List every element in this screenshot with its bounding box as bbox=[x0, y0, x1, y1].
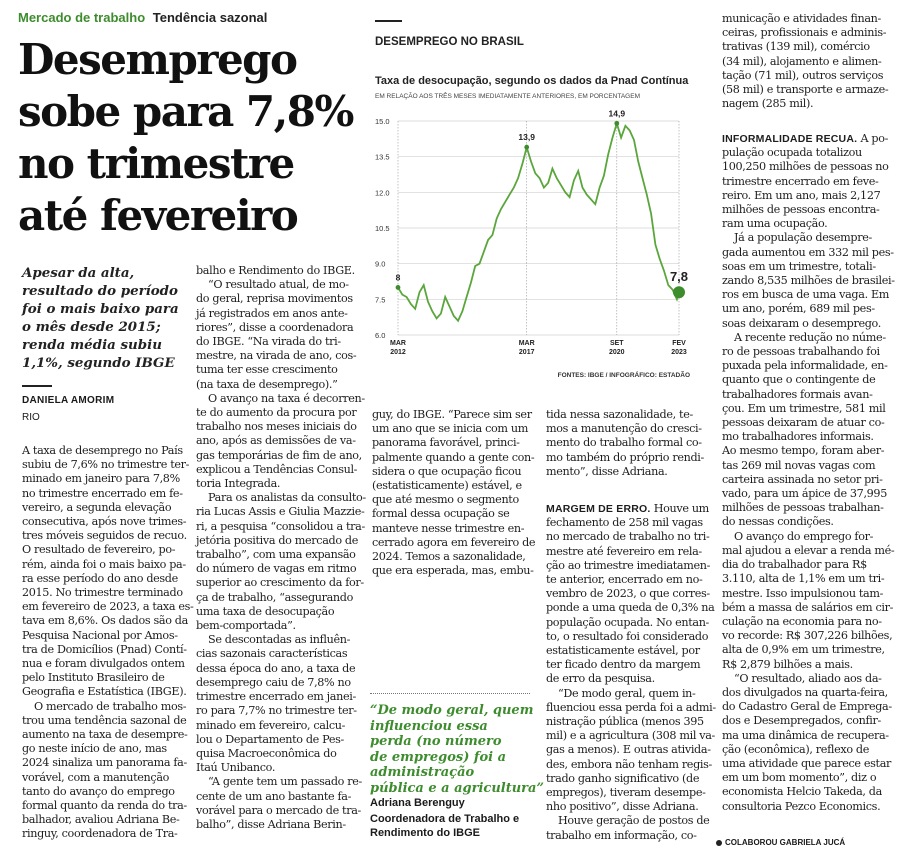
article-line: em um bom momento”, diz o bbox=[722, 771, 877, 785]
headline-line: no trimestre bbox=[18, 139, 294, 188]
article-column-1 bbox=[22, 444, 194, 842]
article-line: no mercado de trabalho no tri- bbox=[546, 530, 710, 544]
article-line: çou. Em um trimestre, 581 mil bbox=[722, 401, 886, 415]
article-line: que era esperada, mas, embu- bbox=[372, 564, 534, 578]
article-line: ponde a uma queda de 0,3% na bbox=[546, 601, 715, 615]
article-line: gas temporárias de fim de ano, bbox=[196, 448, 362, 462]
article-line: dia do trabalhador para R$ bbox=[722, 558, 867, 572]
article-line: jetória positiva do mercado de bbox=[196, 533, 359, 547]
article-line: dos divulgados na quarta-feira, bbox=[722, 685, 888, 699]
data-point-marker bbox=[614, 121, 619, 126]
article-line: formal dessa ocupação se bbox=[372, 507, 510, 521]
article-line: em fevereiro de 2023, a taxa es- bbox=[22, 600, 194, 614]
article-line: cente de um ano bastante fa- bbox=[196, 789, 352, 803]
x-tick-label: 2017 bbox=[518, 349, 535, 356]
x-tick-label: 2023 bbox=[671, 349, 687, 356]
article-line: dessa época do ano, a taxa de bbox=[196, 661, 356, 675]
data-label: 8 bbox=[395, 272, 401, 283]
x-tick-label: 2012 bbox=[390, 349, 406, 356]
article-line: economista Helcio Takeda, da bbox=[722, 785, 882, 799]
article-line: Ao mesmo tempo, foram aber- bbox=[722, 444, 885, 458]
article-line: A taxa de desemprego no País bbox=[22, 444, 183, 457]
article-line: mo também do próprio rendi- bbox=[546, 450, 704, 464]
article-line: nua e foram divulgados ontem bbox=[22, 657, 185, 671]
article-line: do nessas condições. bbox=[722, 515, 834, 529]
data-point-marker bbox=[524, 145, 529, 150]
article-line: lou o Departamento de Pes- bbox=[196, 732, 344, 746]
subhead-lead: MARGEM DE ERRO. bbox=[546, 503, 651, 515]
chart-source: FONTES: IBGE / INFOGRÁFICO: ESTADÃO bbox=[557, 372, 690, 379]
article-line: te do aumento da procura por bbox=[196, 406, 357, 420]
dek-line: foi o mais baixo para bbox=[22, 301, 179, 317]
article-line: bem-comportada”. bbox=[196, 619, 296, 633]
article-line: sidera o que ocupação ficou bbox=[372, 464, 522, 478]
article-line: cias sazonais características bbox=[196, 647, 348, 661]
article-line: pelo Instituto Brasileiro de bbox=[22, 671, 165, 685]
article-line: nagem (285 mil). bbox=[722, 97, 814, 111]
article-line: zando 8,535 milhões de brasilei- bbox=[722, 274, 895, 288]
article-line: trativas (139 mil), comércio bbox=[722, 40, 870, 54]
article-line: nistração pública (menos 395 bbox=[546, 715, 704, 729]
article-line: ram uma ocupação. bbox=[722, 217, 828, 231]
article-line: explicou a Tendências Consul- bbox=[196, 462, 358, 476]
x-tick-label: SET bbox=[609, 340, 624, 347]
article-column-5-section bbox=[722, 132, 895, 814]
data-label: 7,8 bbox=[669, 269, 689, 285]
article-line: já registrados em anos ante- bbox=[196, 306, 348, 320]
article-line: “A gente tem um passado re- bbox=[208, 775, 362, 789]
pullquote-line: influenciou essa bbox=[370, 718, 488, 734]
pullquote-line: perda (no número bbox=[370, 734, 502, 749]
article-line: mal ajudou a elevar a renda mé- bbox=[722, 543, 895, 557]
article-line bbox=[546, 502, 714, 516]
article-line: consultoria Pezco Economics. bbox=[722, 799, 881, 813]
article-line: minado em janeiro para 7,8% bbox=[22, 472, 180, 486]
article-line: 2015. No trimestre terminado bbox=[22, 586, 183, 600]
x-tick-label: MAR bbox=[390, 340, 406, 347]
article-line: culação na economia para no- bbox=[722, 614, 882, 628]
article-line: balhador, avaliou Adriana Be- bbox=[22, 813, 180, 827]
article-line: uma atividade que parece estar bbox=[722, 756, 892, 770]
article-line: Pesquisa Nacional por Amos- bbox=[22, 628, 178, 642]
article-text: Houve um bbox=[650, 502, 709, 515]
chart-annotations bbox=[396, 108, 688, 298]
article-line: puxada pela informalidade, en- bbox=[722, 359, 888, 373]
article-line: (na taxa de desemprego).” bbox=[196, 377, 338, 391]
article-line: balho”, disse Adriana Berin- bbox=[196, 817, 346, 831]
article-line: tra de Domicílios (Pnad) Contí- bbox=[22, 642, 187, 656]
article-line: mil) e a agricultura (308 mil va- bbox=[546, 729, 715, 743]
article-line: ça de trabalho, “assegurando bbox=[196, 590, 353, 604]
article-line: go neste início de ano, mas bbox=[22, 742, 167, 756]
article-line: Se descontadas as influên- bbox=[208, 633, 351, 647]
article-column-2 bbox=[196, 264, 364, 832]
article-line: mo trabalhadores informais. bbox=[722, 430, 874, 444]
x-tick-label: FEV bbox=[672, 340, 686, 347]
headline bbox=[18, 34, 353, 242]
article-line: Já a população desempre- bbox=[734, 231, 872, 245]
article-line: aumento na taxa de desempre- bbox=[22, 728, 188, 742]
article-line: milhões de pessoas encontra- bbox=[722, 203, 880, 217]
headline-line: sobe para 7,8% bbox=[18, 87, 353, 136]
article-line: pulação ocupada totalizou bbox=[722, 146, 862, 160]
article-line: população ocupada. No entan- bbox=[546, 615, 709, 629]
article-line: superior ao crescimento da for- bbox=[196, 576, 364, 590]
pullquote-line: de empregos) foi a bbox=[370, 749, 507, 765]
y-tick-label: 7.5 bbox=[375, 295, 386, 305]
y-tick-label: 12.0 bbox=[375, 188, 390, 198]
article-line: mestre. Isso impulsionou tam- bbox=[722, 586, 884, 600]
chart-y-axis bbox=[375, 117, 390, 340]
pullquote-role: Coordenadora de Trabalho e Rendimento do IBGE bbox=[370, 813, 520, 839]
article-line: Houve geração de postos de bbox=[558, 814, 710, 828]
article-line: quanto que o contingente de bbox=[722, 373, 876, 387]
article-line: (estatisticamente) estável, e bbox=[372, 479, 522, 493]
chart-x-axis bbox=[390, 340, 687, 356]
article-line: manteve nesse trimestre en- bbox=[372, 521, 525, 535]
article-line: toria Integrada. bbox=[196, 477, 281, 491]
section-kicker bbox=[18, 10, 267, 25]
dek-line: 1,1%, segundo IBGE bbox=[22, 355, 175, 371]
article-line: trabalho nos meses iniciais do bbox=[196, 420, 357, 434]
article-line: gas a menos). E outras ativida- bbox=[546, 743, 711, 757]
article-line: A recente redução no núme- bbox=[734, 330, 886, 344]
pullquote-line: administração bbox=[370, 765, 475, 780]
dek-line: Apesar da alta, bbox=[22, 265, 135, 281]
article-line: vereiro, a segunda elevação bbox=[22, 500, 172, 514]
article-line: trou uma tendência sazonal de bbox=[22, 713, 187, 727]
article-line: R$ 2,879 bilhões a mais. bbox=[722, 657, 853, 671]
article-column-4-section bbox=[546, 502, 714, 843]
article-line: que até mesmo o segmento bbox=[372, 493, 519, 507]
article-column-3 bbox=[372, 408, 540, 578]
article-line: mento do trabalho formal co- bbox=[546, 436, 702, 450]
article-line: O resultado de fevereiro, po- bbox=[22, 543, 176, 557]
x-tick-label: MAR bbox=[518, 340, 535, 347]
article-line: mestre até fevereiro em rela- bbox=[546, 544, 702, 558]
article-line: ma uma dinâmica de recupera- bbox=[722, 728, 889, 742]
article-line: subiu de 7,6% no trimestre ter- bbox=[22, 458, 190, 472]
article-line: 100,250 milhões de pessoas no bbox=[722, 160, 889, 174]
contributor-credit bbox=[716, 838, 845, 847]
data-point-marker bbox=[673, 286, 685, 298]
byline-author: DANIELA AMORIM bbox=[22, 395, 115, 406]
article-line: vorável, com a manutenção bbox=[22, 770, 170, 784]
article-line bbox=[722, 132, 889, 146]
article-text: A po- bbox=[857, 132, 889, 145]
article-line: bém a massa de salários em cir- bbox=[722, 600, 894, 614]
article-line: O mercado de trabalho mos- bbox=[34, 699, 187, 713]
article-line: desemprego caiu de 7,8% no bbox=[196, 675, 351, 689]
article-line: riores”, disse a coordenadora bbox=[196, 320, 354, 334]
article-line: tas 269 mil novas vagas com bbox=[722, 458, 876, 472]
article-line: ção (econômica), reflexo de bbox=[722, 742, 869, 756]
article-line: carteira assinada no setor pri- bbox=[722, 472, 883, 486]
article-line: formal quanto da renda do tra- bbox=[22, 799, 187, 813]
article-line: nho positivo”, disse Adriana. bbox=[546, 800, 699, 814]
article-line: tuma ter esse crescimento bbox=[196, 363, 338, 377]
article-line: vembro de 2023, o que corres- bbox=[546, 587, 710, 601]
article-line: Para os analistas da consulto- bbox=[208, 491, 366, 505]
article-line: empregos), tiveram desempe- bbox=[546, 786, 706, 800]
article-line: trado ganho significativo (de bbox=[546, 771, 700, 785]
article-line: guy, do IBGE. “Parece sim ser bbox=[372, 408, 532, 421]
article-line: palmente quando a gente con- bbox=[372, 450, 535, 464]
article-line: reiro. Em um ano, mais 2,127 bbox=[722, 188, 881, 202]
article-line: ro para 7,7% no trimestre ter- bbox=[196, 704, 357, 718]
article-line: (34 mil), alojamento e alimen- bbox=[722, 54, 882, 68]
article-line: (58 mil) e transporte e armaze- bbox=[722, 83, 889, 97]
byline-city: RIO bbox=[22, 412, 40, 423]
data-label: 14,9 bbox=[608, 108, 626, 119]
article-line: trimestre encerrado em feve- bbox=[722, 174, 879, 188]
article-line: trabalhadores formais avan- bbox=[722, 387, 873, 401]
article-line: rém, ainda foi o mais baixo pa- bbox=[22, 557, 186, 571]
article-line: um ano que se inicia com um bbox=[372, 422, 528, 436]
y-tick-label: 15.0 bbox=[375, 117, 390, 126]
dek-line: renda média subiu bbox=[22, 337, 162, 353]
article-line: ringuy, coordenadora de Tra- bbox=[22, 827, 178, 841]
article-line: trabalho em informação, co- bbox=[546, 828, 697, 842]
article-line: um ano, porém, 689 mil pes- bbox=[722, 302, 875, 316]
article-line: ros em busca de uma vaga. Em bbox=[722, 288, 890, 302]
article-line: ção ao trimestre imediatamen- bbox=[546, 558, 711, 572]
article-line: “O resultado atual, de mo- bbox=[208, 278, 349, 292]
x-tick-label: 2020 bbox=[609, 349, 625, 356]
article-line: do geral, reprisa movimentos bbox=[196, 292, 353, 306]
pullquote-line: pública e a agricultura” bbox=[370, 780, 544, 796]
article-line: alta de 0,9% em um trimestre, bbox=[722, 643, 885, 657]
article-line: consecutiva, após nove trimes- bbox=[22, 515, 187, 529]
article-line: fluenciou essa perda foi a admi- bbox=[546, 700, 716, 714]
article-line: ria Lucas Assis e Giulia Mazzie- bbox=[196, 505, 365, 519]
chart-title: Taxa de desocupação, segundo os dados da Pnad Contínua bbox=[375, 75, 689, 87]
topic-label: Tendência sazonal bbox=[152, 10, 268, 25]
article-column-5 bbox=[722, 12, 889, 111]
article-line: to, o resultado foi considerado bbox=[546, 629, 709, 643]
article-line: balho e Rendimento do IBGE. bbox=[196, 264, 355, 277]
article-line: do IBGE. “Na virada do tri- bbox=[196, 335, 341, 349]
dek bbox=[22, 264, 187, 372]
article-line: 2024. Temos a sazonalidade, bbox=[372, 550, 526, 564]
article-column-4 bbox=[546, 408, 714, 479]
data-point-marker bbox=[396, 285, 401, 290]
byline-divider bbox=[22, 385, 52, 387]
headline-line: Desemprego bbox=[18, 35, 297, 84]
article-line: trimestre encerrado em janei- bbox=[196, 690, 356, 704]
y-tick-label: 10.5 bbox=[375, 224, 390, 233]
headline-line: até fevereiro bbox=[18, 191, 298, 240]
pullquote-line: “De modo geral, quem bbox=[370, 703, 534, 718]
article-line: ceiras, profissionais e adminis- bbox=[722, 26, 887, 40]
article-line: mos a manutenção do cresci- bbox=[546, 422, 702, 436]
article-line: ano, após as demissões de va- bbox=[196, 434, 356, 448]
article-line: O avanço na taxa é decorren- bbox=[208, 391, 365, 405]
subhead-lead: INFORMALIDADE RECUA. bbox=[722, 133, 858, 145]
article-line: vorável para o mercado de tra- bbox=[196, 803, 361, 817]
dek-line: resultado do período bbox=[22, 283, 178, 299]
article-line: ri, a pesquisa “consolidou a tra- bbox=[196, 519, 365, 533]
article-line: fechamento de 258 mil vagas bbox=[546, 516, 703, 530]
article-line: tanto do avanço do emprego bbox=[22, 784, 175, 798]
article-line: mestre, na virada de ano, cos- bbox=[196, 349, 357, 363]
article-line: vado, para um ápice de 37,995 bbox=[722, 487, 887, 501]
article-line: ter ficado dentro da margem bbox=[546, 658, 701, 672]
article-line: panorama favorável, princi- bbox=[372, 436, 520, 450]
article-line: minado em fevereiro, calcu- bbox=[196, 718, 346, 732]
article-line: cerrado agora em fevereiro de bbox=[372, 535, 536, 549]
data-label: 13,9 bbox=[518, 132, 535, 143]
article-line: de erro da pesquisa. bbox=[546, 672, 655, 686]
article-line: milhões de pessoas trabalhan- bbox=[722, 501, 884, 515]
article-line: pessoas deixaram de atuar co- bbox=[722, 416, 885, 430]
article-line: tava em 8,6%. Os dados são da bbox=[22, 614, 188, 628]
article-line: Itaú Unibanco. bbox=[196, 761, 276, 775]
y-tick-label: 6.0 bbox=[375, 331, 386, 340]
chart-kicker: DESEMPREGO NO BRASIL bbox=[375, 36, 524, 48]
pullquote-divider bbox=[370, 693, 530, 694]
article-line: soas em um trimestre, totali- bbox=[722, 259, 876, 273]
unemployment-chart bbox=[372, 18, 697, 383]
article-line: Geografia e Estatística (IBGE). bbox=[22, 685, 187, 699]
y-tick-label: 13.5 bbox=[375, 152, 390, 162]
dek-line: o mês desde 2015; bbox=[22, 319, 161, 335]
article-line: O avanço do emprego for- bbox=[734, 529, 874, 543]
article-line: gada aumentou em 332 mil pes- bbox=[722, 245, 894, 259]
chart-series-line bbox=[395, 123, 679, 320]
article-line: tida nessa sazonalidade, te- bbox=[546, 408, 693, 421]
article-line: 3.110, alta de 1,1% em um tri- bbox=[722, 572, 885, 586]
article-line: “O resultado, aliado aos da- bbox=[734, 671, 882, 685]
article-line: ra esse período do ano desde bbox=[22, 571, 178, 585]
article-line: do número de vagas em ritmo bbox=[196, 562, 357, 576]
article-line: des, embora não tenham regis- bbox=[546, 757, 712, 771]
article-line: tres móveis seguidos de recuo. bbox=[22, 529, 187, 543]
article-line: mento”, disse Adriana. bbox=[546, 464, 668, 478]
article-line: municação e atividades finan- bbox=[722, 12, 881, 25]
section-label: Mercado de trabalho bbox=[18, 10, 146, 25]
article-line: ro de pessoas trabalhando foi bbox=[722, 345, 880, 359]
bullet-icon bbox=[716, 840, 722, 846]
article-line: no trimestre encerrado em fe- bbox=[22, 486, 183, 500]
article-line: dos e Desempregados, confir- bbox=[722, 714, 881, 728]
article-line: “De modo geral, quem in- bbox=[558, 686, 696, 700]
y-tick-label: 9.0 bbox=[375, 259, 386, 269]
article-line: estatisticamente estável, por bbox=[546, 644, 700, 658]
credit-text: COLABOROU GABRIELA JUCÁ bbox=[725, 838, 846, 847]
article-line: vo recorde: R$ 307,226 bilhões, bbox=[722, 629, 893, 643]
article-line: soas deixaram o desemprego. bbox=[722, 316, 881, 330]
article-line: trabalho”, com uma expansão bbox=[196, 548, 356, 562]
article-line: 2024 sinaliza um panorama fa- bbox=[22, 756, 187, 770]
pullquote-name: Adriana Berenguy bbox=[370, 797, 465, 809]
article-line: uma taxa de desocupação bbox=[196, 604, 335, 618]
article-line: te anterior, encerrado em no- bbox=[546, 573, 703, 587]
chart-subtitle: EM RELAÇÃO AOS TRÊS MESES IMEDIATAMENTE ANTERIORES, EM PORCENTAGEM bbox=[375, 93, 640, 100]
pullquote bbox=[370, 703, 544, 796]
article-line: do Cadastro Geral de Emprega- bbox=[722, 700, 892, 714]
article-line: quisa Macroeconômica do bbox=[196, 746, 337, 760]
article-line: tação (71 mil), outros serviços bbox=[722, 68, 884, 82]
